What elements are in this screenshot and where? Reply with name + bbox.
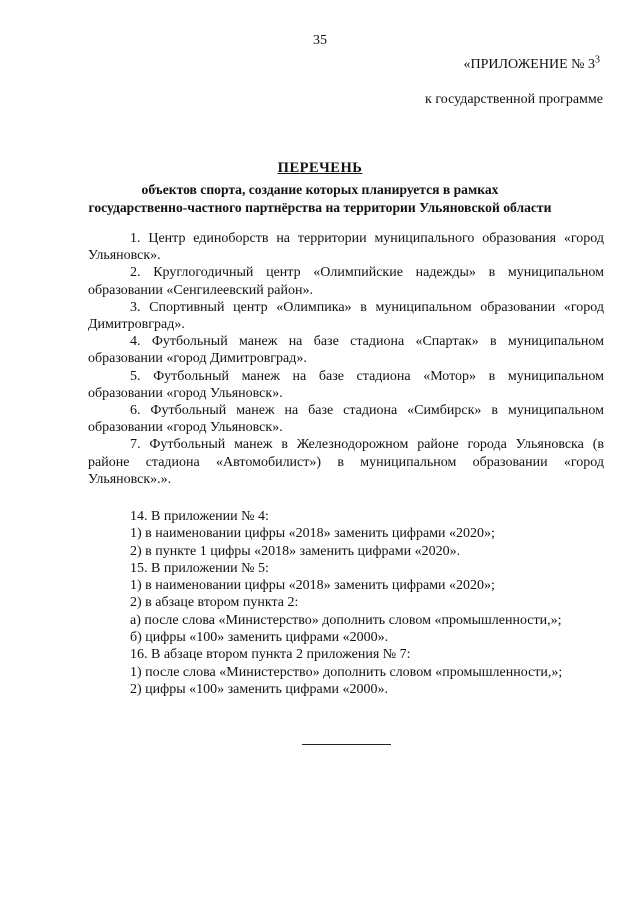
amendment-line: 16. В абзаце втором пункта 2 приложения № 7: <box>130 647 411 663</box>
amendment-line: 2) в абзаце втором пункта 2: <box>130 595 299 611</box>
amendment-line: 2) в пункте 1 цифры «2018» заменить цифрами «2020». <box>130 543 461 559</box>
title-block <box>0 160 640 217</box>
sport-objects-list <box>88 230 604 488</box>
amendments-block <box>130 508 610 698</box>
amendment-line: 1) после слова «Министерство» дополнить словом «промышленности,»; <box>130 664 563 680</box>
document-subtitle-line-2: государственно-частного партнёрства на территории Ульяновской области <box>88 200 552 215</box>
amendment-line: а) после слова «Министерство» дополнить словом «промышленности,»; <box>130 612 562 628</box>
amendment-line: б) цифры «100» заменить цифрами «2000». <box>130 630 389 646</box>
appendix-title <box>463 54 601 73</box>
amendment-line: 1) в наименовании цифры «2018» заменить цифрами «2020»; <box>130 526 495 542</box>
document-subtitle-line-1: объектов спорта, создание которых планируется в рамках <box>141 182 499 197</box>
amendment-line: 2) цифры «100» заменить цифрами «2000». <box>130 681 389 697</box>
list-item: 7. Футбольный манеж в Железнодорожном районе города Ульяновска (в районе стадиона «Автомобилист») в муниципальном образовании «город Ульяновск».». <box>88 437 604 487</box>
list-item: 4. Футбольный манеж на базе стадиона «Спартак» в муниципальном образовании «город Димитровград». <box>88 334 604 367</box>
appendix-superscript: 3 <box>595 54 600 66</box>
appendix-reference: к государственной программе <box>425 92 603 107</box>
list-item: 1. Центр единоборств на территории муниципального образования «город Ульяновск». <box>88 231 604 264</box>
list-item: 3. Спортивный центр «Олимпика» в муниципальном образовании «город Димитровград». <box>88 299 604 333</box>
list-item: 5. Футбольный манеж на базе стадиона «Мотор» в муниципальном образовании «город Ульяновск». <box>88 368 604 401</box>
appendix-label: «ПРИЛОЖЕНИЕ № 3 <box>463 57 595 72</box>
amendment-line: 15. В приложении № 5: <box>130 560 269 576</box>
amendment-line: 14. В приложении № 4: <box>130 509 269 524</box>
document-heading: ПЕРЕЧЕНЬ <box>277 160 363 176</box>
page-number: 35 <box>313 33 327 48</box>
closing-divider <box>302 744 391 745</box>
list-item: 6. Футбольный манеж на базе стадиона «Симбирск» в муниципальном образовании «город Ульяновск». <box>88 403 604 436</box>
amendment-line: 1) в наименовании цифры «2018» заменить цифрами «2020»; <box>130 578 495 594</box>
list-item: 2. Круглогодичный центр «Олимпийские надежды» в муниципальном образовании «Сенгилеевский район». <box>88 265 604 298</box>
